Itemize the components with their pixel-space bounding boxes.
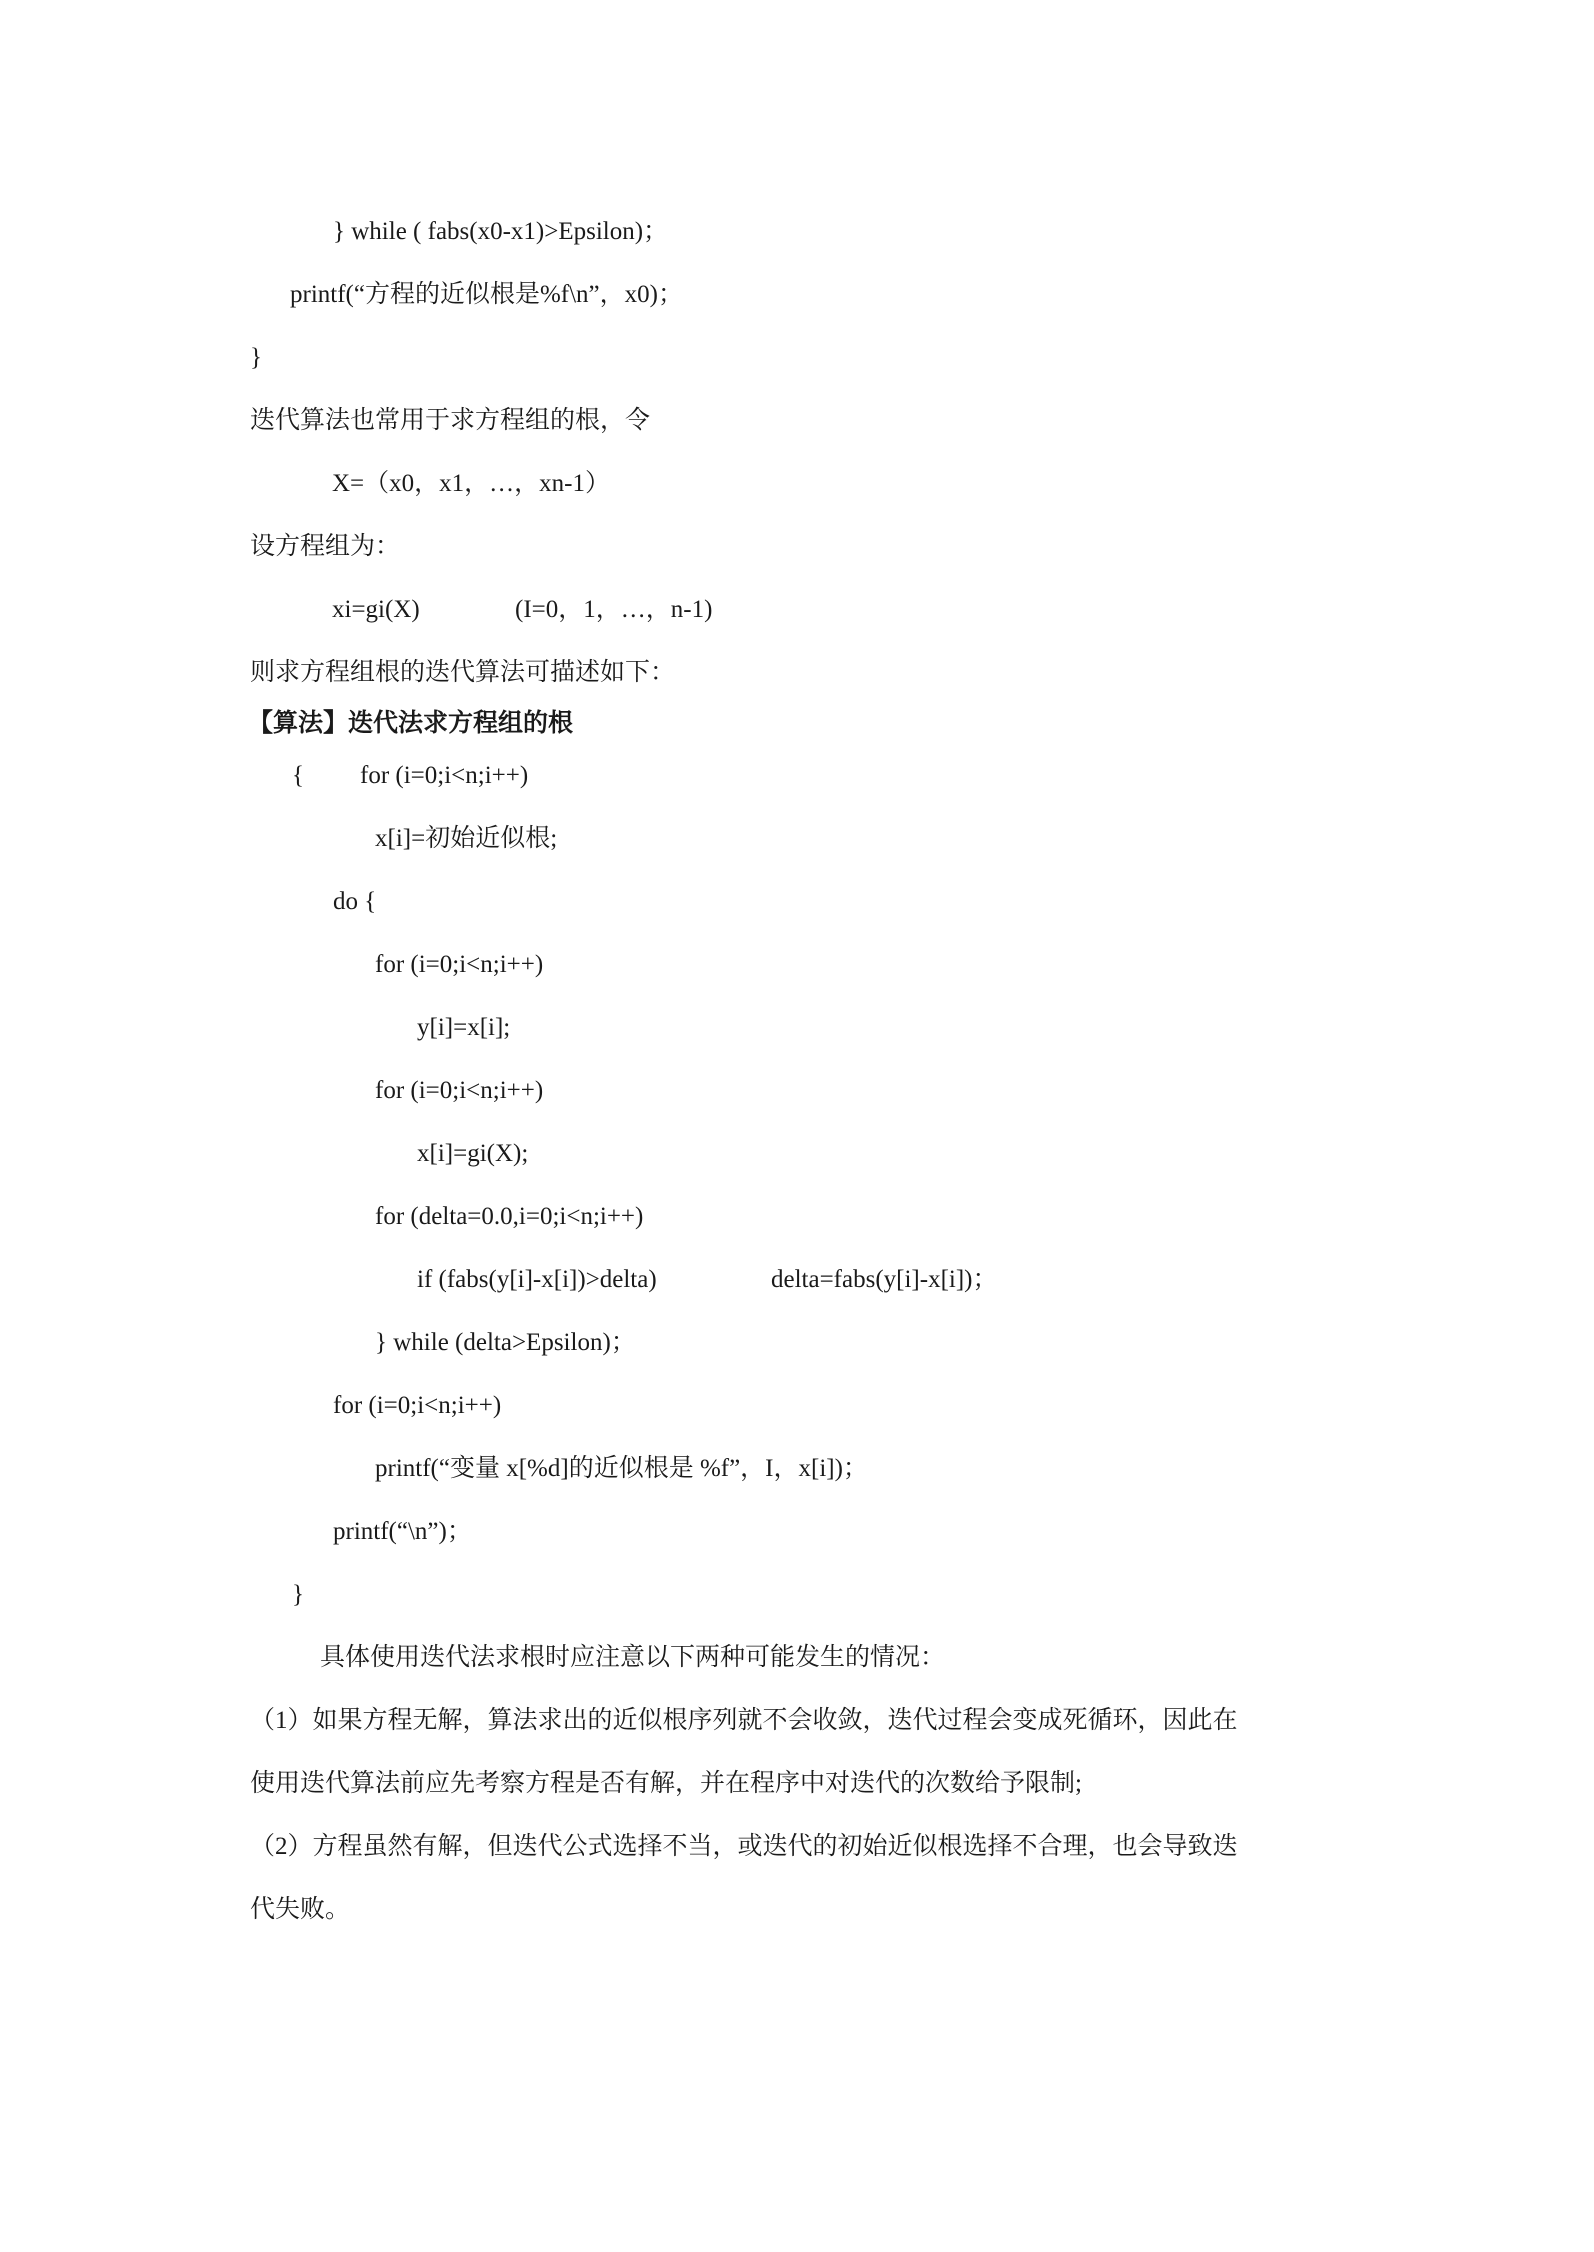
code-line: printf(“变量 x[%d]的近似根是 %f”，I，x[i])； <box>375 1455 868 1482</box>
code-line: for (i=0;i<n;i++) <box>375 1077 544 1104</box>
paragraph: （2）方程虽然有解，但迭代公式选择不当，或迭代的初始近似根选择不合理，也会导致迭 <box>250 1833 1238 1860</box>
code-line: printf(“\n”)； <box>333 1518 472 1545</box>
code-line: if (fabs(y[i]-x[i])>delta) <box>417 1266 657 1293</box>
code-line: for (i=0;i<n;i++) <box>360 762 529 789</box>
code-line: for (i=0;i<n;i++) <box>375 951 544 978</box>
formula-line: X=（x0，x1，…，xn-1） <box>332 470 610 497</box>
paragraph: 使用迭代算法前应先考察方程是否有解，并在程序中对迭代的次数给予限制; <box>250 1770 1082 1797</box>
code-line: } <box>250 344 262 371</box>
code-line: delta=fabs(y[i]-x[i])； <box>771 1266 998 1293</box>
code-line: x[i]=初始近似根; <box>375 825 558 852</box>
code-line: for (i=0;i<n;i++) <box>333 1392 502 1419</box>
code-line: x[i]=gi(X); <box>417 1140 529 1167</box>
code-line: printf(“方程的近似根是%f\n”，x0)； <box>290 281 683 308</box>
code-line: { <box>292 762 304 789</box>
paragraph: （1）如果方程无解，算法求出的近似根序列就不会收敛，迭代过程会变成死循环，因此在 <box>250 1707 1238 1734</box>
algorithm-heading: 【算法】迭代法求方程组的根 <box>248 710 574 737</box>
code-line: } while (delta>Epsilon)； <box>375 1329 636 1356</box>
code-line: } <box>292 1581 304 1608</box>
formula-line: xi=gi(X) <box>332 596 420 623</box>
code-line: } while ( fabs(x0-x1)>Epsilon)； <box>333 218 669 245</box>
code-line: y[i]=x[i]; <box>417 1014 511 1041</box>
paragraph: 设方程组为： <box>250 533 401 560</box>
paragraph: 具体使用迭代法求根时应注意以下两种可能发生的情况： <box>320 1644 946 1671</box>
code-line: for (delta=0.0,i=0;i<n;i++) <box>375 1203 644 1230</box>
paragraph: 代失败。 <box>250 1896 351 1923</box>
formula-condition: (I=0，1，…，n-1) <box>515 596 713 623</box>
paragraph: 则求方程组根的迭代算法可描述如下： <box>250 659 676 686</box>
code-line: do { <box>333 888 377 915</box>
paragraph: 迭代算法也常用于求方程组的根，令 <box>250 407 651 434</box>
